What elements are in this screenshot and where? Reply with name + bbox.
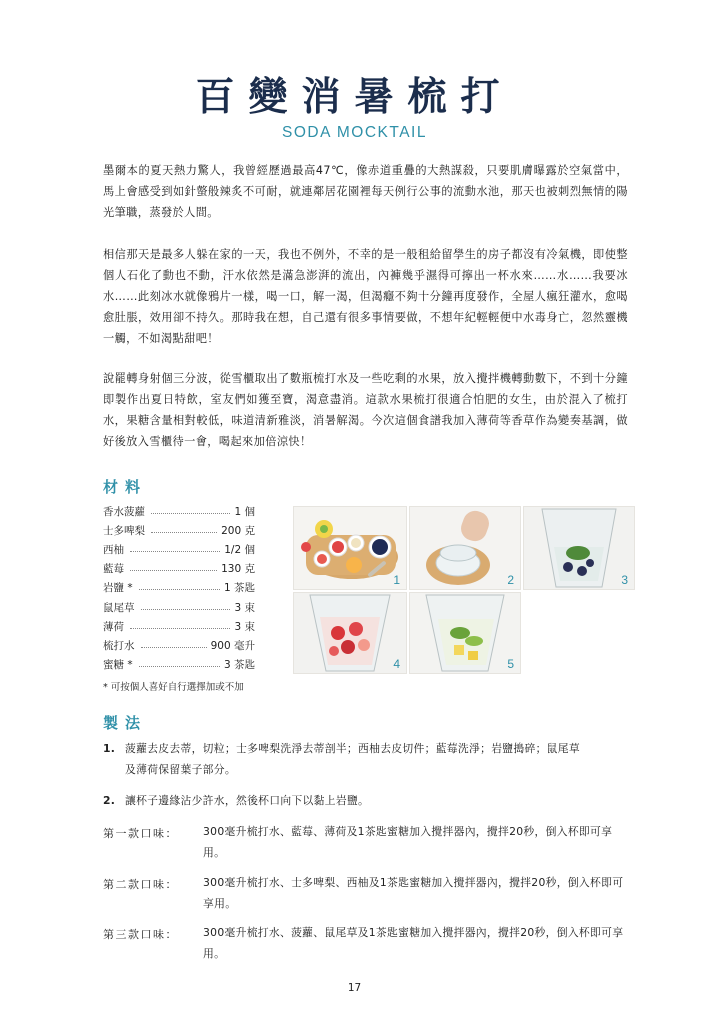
- ingredient-row: [103, 522, 255, 539]
- fruit-board-image: [294, 507, 406, 589]
- ingredient-row: [103, 503, 255, 520]
- photo-number: 4: [393, 657, 400, 671]
- leader-dots: [139, 583, 220, 590]
- ingredient-name: 薄荷: [103, 621, 124, 633]
- method-heading: 製法: [103, 714, 148, 732]
- intro-paragraph: 墨爾本的夏天熱力驚人，我曾經歷過最高47℃，像赤道重疊的大熱謀殺，只要肌膚曝露於空氣當中，馬上會感受到如針螫般辣炙不可耐，就連鄰居花園裡每天例行公事的流動水池，那天也被刺烈無情的陽光筆職，蒸發於人間。: [103, 164, 628, 219]
- photo-2: [409, 506, 521, 590]
- blueberry-blender-image: [524, 507, 634, 589]
- photo-number: 3: [621, 573, 628, 587]
- leader-dots: [139, 660, 220, 667]
- leader-dots: [130, 545, 220, 552]
- ingredient-qty: 900 毫升: [210, 640, 255, 652]
- flavor-text: 300毫升梳打水、士多啤梨、西柚及1茶匙蜜糖加入攪拌器內，攪拌20秒，倒入杯即可享用。: [203, 876, 624, 910]
- step-text-continued: 及薄荷保留葉子部分。: [125, 763, 236, 776]
- step-text: 讓杯子邊緣沾少許水，然後杯口向下以黏上岩鹽。: [125, 794, 370, 807]
- ingredient-row: [103, 599, 255, 616]
- ingredient-name: 岩鹽 *: [103, 582, 133, 594]
- method-step: [103, 738, 633, 780]
- leader-dots: [130, 564, 217, 571]
- ingredient-name: 士多啤梨: [103, 525, 145, 537]
- ingredient-name: 梳打水: [103, 640, 135, 652]
- ingredient-qty: 3 束: [234, 621, 255, 633]
- page-number: 17: [347, 982, 362, 994]
- leader-dots: [151, 526, 217, 533]
- photo-number: 1: [393, 573, 400, 587]
- leader-dots: [130, 622, 230, 629]
- ingredient-row: [103, 560, 255, 577]
- ingredient-name: 藍莓: [103, 563, 124, 575]
- flavor-label: 第三款口味：: [103, 928, 178, 941]
- strawberry-blender-image: [294, 593, 406, 673]
- step-text: 菠蘿去皮去蒂，切粒；士多啤梨洗淨去蒂剖半；西柚去皮切件；藍莓洗淨；岩鹽搗碎；鼠尾草: [125, 742, 580, 755]
- ingredient-qty: 3 茶匙: [223, 659, 255, 671]
- step-number: 2.: [103, 794, 116, 807]
- flavor-label: 第一款口味：: [103, 827, 178, 840]
- ingredient-row: [103, 579, 255, 596]
- step-number: 1.: [103, 742, 116, 755]
- ingredient-qty: 1 茶匙: [223, 582, 255, 594]
- ingredient-name: 蜜糖 *: [103, 659, 133, 671]
- ingredient-qty: 200 克: [221, 525, 255, 537]
- ingredient-name: 鼠尾草: [103, 602, 135, 614]
- photo-number: 5: [507, 657, 514, 671]
- story-paragraph: 相信那天是最多人躲在家的一天，我也不例外，不幸的是一般租給留學生的房子都沒有冷氣機，即使整個人石化了動也不動，汗水依然是滿急澎湃的流出，內褲幾乎濕得可擰出一杯水來……水……我要冰水……此刻冰水就像鴉片一樣，喝一口，解一渴，但渴癮不夠十分鐘再度發作，全屋人瘋狂灌水，愈喝愈肚脹，效用卻不持久。那時我在想，自己還有很多事情要做，不想年紀輕輕便中水毒身亡，忽然靈機一觸，不如渴點甜吧！: [103, 248, 628, 345]
- photo-3: [523, 506, 635, 590]
- leader-dots: [141, 603, 231, 610]
- page-subtitle: SODA MOCKTAIL: [282, 124, 427, 141]
- method-step: [103, 790, 633, 811]
- leader-dots: [141, 641, 207, 648]
- ingredient-row: [103, 637, 255, 654]
- ingredient-name: 西柚: [103, 544, 124, 556]
- page-title: 百變消暑梳打: [195, 74, 514, 120]
- ingredient-qty: 130 克: [221, 563, 255, 575]
- ingredients-note: * 可按個人喜好自行選擇加或不加: [103, 682, 244, 693]
- pineapple-blender-image: [410, 593, 520, 673]
- flavor-label: 第二款口味：: [103, 878, 178, 891]
- ingredients-heading: 材料: [103, 478, 148, 496]
- ingredient-qty: 1 個: [234, 506, 255, 518]
- ingredient-row: [103, 618, 255, 635]
- salt-rim-image: [410, 507, 520, 589]
- flavor-text: 300毫升梳打水、菠蘿、鼠尾草及1茶匙蜜糖加入攪拌器內，攪拌20秒，倒入杯即可享用。: [203, 926, 624, 960]
- ingredient-row: [103, 541, 255, 558]
- leader-dots: [151, 507, 230, 514]
- photo-number: 2: [507, 573, 514, 587]
- photo-1: [293, 506, 407, 590]
- ingredient-qty: 1/2 個: [224, 544, 255, 556]
- photo-5: [409, 592, 521, 674]
- photo-4: [293, 592, 407, 674]
- ingredient-row: [103, 656, 255, 673]
- flavor-text: 300毫升梳打水、藍莓、薄荷及1茶匙蜜糖加入攪拌器內，攪拌20秒，倒入杯即可享用。: [203, 825, 613, 859]
- recipe-paragraph: 說罷轉身射個三分波，從雪櫃取出了數瓶梳打水及一些吃剩的水果，放入攪拌機轉動數下，不到十分鐘即製作出夏日特飲，室友們如獲至寶，渴意盡消。這款水果梳打很適合怕肥的女生，由於混入了梳打水，果糖含量相對較低，味道清新雅淡，消暑解渴。今次這個食譜我加入薄荷等香草作為變奏基調，做好後放入雪櫃待一會，喝起來加倍涼快！: [103, 372, 628, 448]
- ingredient-qty: 3 束: [234, 602, 255, 614]
- ingredient-name: 香水菠蘿: [103, 506, 145, 518]
